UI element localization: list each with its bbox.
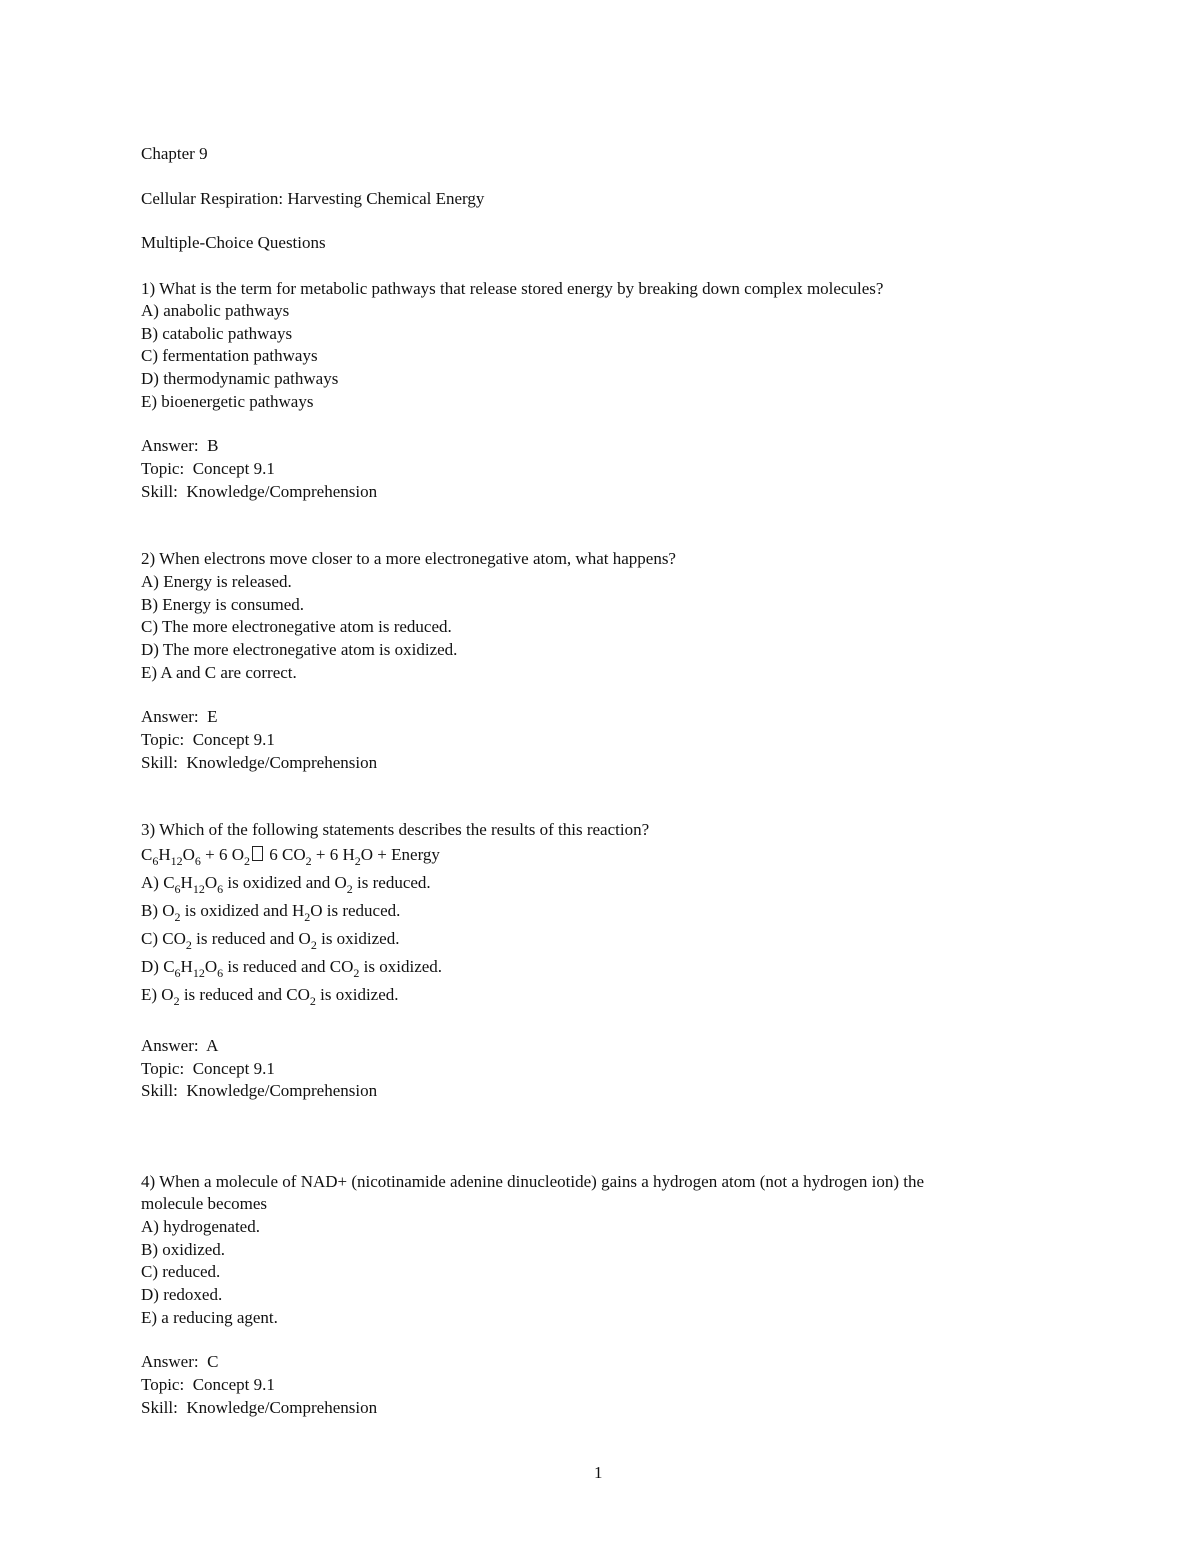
topic-value: Concept 9.1 [192, 730, 275, 749]
topic-value: Concept 9.1 [192, 1375, 275, 1394]
question-3-topic [141, 1058, 275, 1080]
section-heading: Multiple-Choice Questions [141, 233, 326, 252]
topic-label: Topic: [141, 730, 185, 749]
question-2-option-c: C) The more electronegative atom is reduced. [141, 617, 452, 636]
skill-label: Skill: [141, 482, 178, 501]
question-1-option-d: D) thermodynamic pathways [141, 369, 339, 388]
question-4-stem-line-2: molecule becomes [141, 1194, 268, 1213]
question-2-option-b: B) Energy is consumed. [141, 595, 305, 614]
question-4-answer [141, 1351, 218, 1373]
topic-label: Topic: [141, 1375, 185, 1394]
question-3-answer [141, 1035, 218, 1057]
skill-value: Knowledge/Comprehension [186, 753, 378, 772]
topic-label: Topic: [141, 1059, 185, 1078]
question-4-option-c: C) reduced. [141, 1262, 221, 1281]
question-1-option-b: B) catabolic pathways [141, 324, 293, 343]
question-4-topic [141, 1374, 275, 1396]
question-3-option-b: B) $O_2$ is oxidized and $H_2O$ is reduced. [141, 901, 401, 924]
chapter-title: Cellular Respiration: Harvesting Chemical Energy [141, 189, 485, 208]
question-1-stem: 1) What is the term for metabolic pathways that release stored energy by breaking down complex molecules? [141, 279, 884, 298]
question-1-answer [141, 435, 218, 457]
question-1-skill [141, 481, 377, 503]
skill-value: Knowledge/Comprehension [186, 1398, 378, 1417]
question-2-topic [141, 729, 275, 751]
question-2-option-e: E) A and C are correct. [141, 663, 297, 682]
answer-value: A [206, 1036, 219, 1055]
skill-value: Knowledge/Comprehension [186, 1081, 378, 1100]
topic-value: Concept 9.1 [192, 1059, 275, 1078]
reaction-equation: $C_6H_{12}O_6 + 6$ $O_2$ 6 $CO_2 + 6$ $H_2O$ + Energy [141, 845, 440, 868]
skill-label: Skill: [141, 1398, 178, 1417]
question-3-option-e: E) $O_2$ is reduced and $CO_2$ is oxidized. [141, 985, 399, 1008]
question-2-stem: 2) When electrons move closer to a more electronegative atom, what happens? [141, 549, 676, 568]
topic-value: Concept 9.1 [192, 459, 275, 478]
question-4-option-d: D) redoxed. [141, 1285, 223, 1304]
question-3-option-d: D) $C_6H_{12}O_6$ is reduced and $CO_2$ is oxidized. [141, 957, 443, 980]
missing-arrow-glyph-icon [252, 846, 263, 861]
answer-value: C [207, 1352, 219, 1371]
question-4-skill [141, 1397, 377, 1419]
question-1-option-e: E) bioenergetic pathways [141, 392, 314, 411]
answer-label: Answer: [141, 1036, 199, 1055]
chapter-heading: Chapter 9 [141, 144, 208, 163]
answer-label: Answer: [141, 436, 199, 455]
answer-label: Answer: [141, 1352, 199, 1371]
answer-value: E [207, 707, 218, 726]
question-2-answer [141, 706, 218, 728]
answer-label: Answer: [141, 707, 199, 726]
question-2-option-d: D) The more electronegative atom is oxidized. [141, 640, 458, 659]
question-4-option-b: B) oxidized. [141, 1240, 226, 1259]
question-3-skill [141, 1080, 377, 1102]
question-4-option-a: A) hydrogenated. [141, 1217, 260, 1236]
question-1-topic [141, 458, 275, 480]
answer-value: B [207, 436, 219, 455]
question-2-skill [141, 752, 377, 774]
skill-value: Knowledge/Comprehension [186, 482, 378, 501]
question-2-option-a: A) Energy is released. [141, 572, 292, 591]
skill-label: Skill: [141, 753, 178, 772]
question-1-option-a: A) anabolic pathways [141, 301, 290, 320]
question-3-option-a: A) $C_6H_{12}O_6$ is oxidized and $O_2$ is reduced. [141, 873, 431, 896]
question-3-option-c: C) $CO_2$ is reduced and $O_2$ is oxidized. [141, 929, 400, 952]
skill-label: Skill: [141, 1081, 178, 1100]
page-number: 1 [594, 1463, 603, 1482]
question-4-stem-line-1: 4) When a molecule of NAD+ (nicotinamide adenine dinucleotide) gains a hydrogen atom (not a hydrogen ion) the [141, 1172, 925, 1191]
question-1-option-c: C) fermentation pathways [141, 346, 318, 365]
question-4-option-e: E) a reducing agent. [141, 1308, 278, 1327]
topic-label: Topic: [141, 459, 185, 478]
question-3-stem: 3) Which of the following statements describes the results of this reaction? [141, 820, 650, 839]
